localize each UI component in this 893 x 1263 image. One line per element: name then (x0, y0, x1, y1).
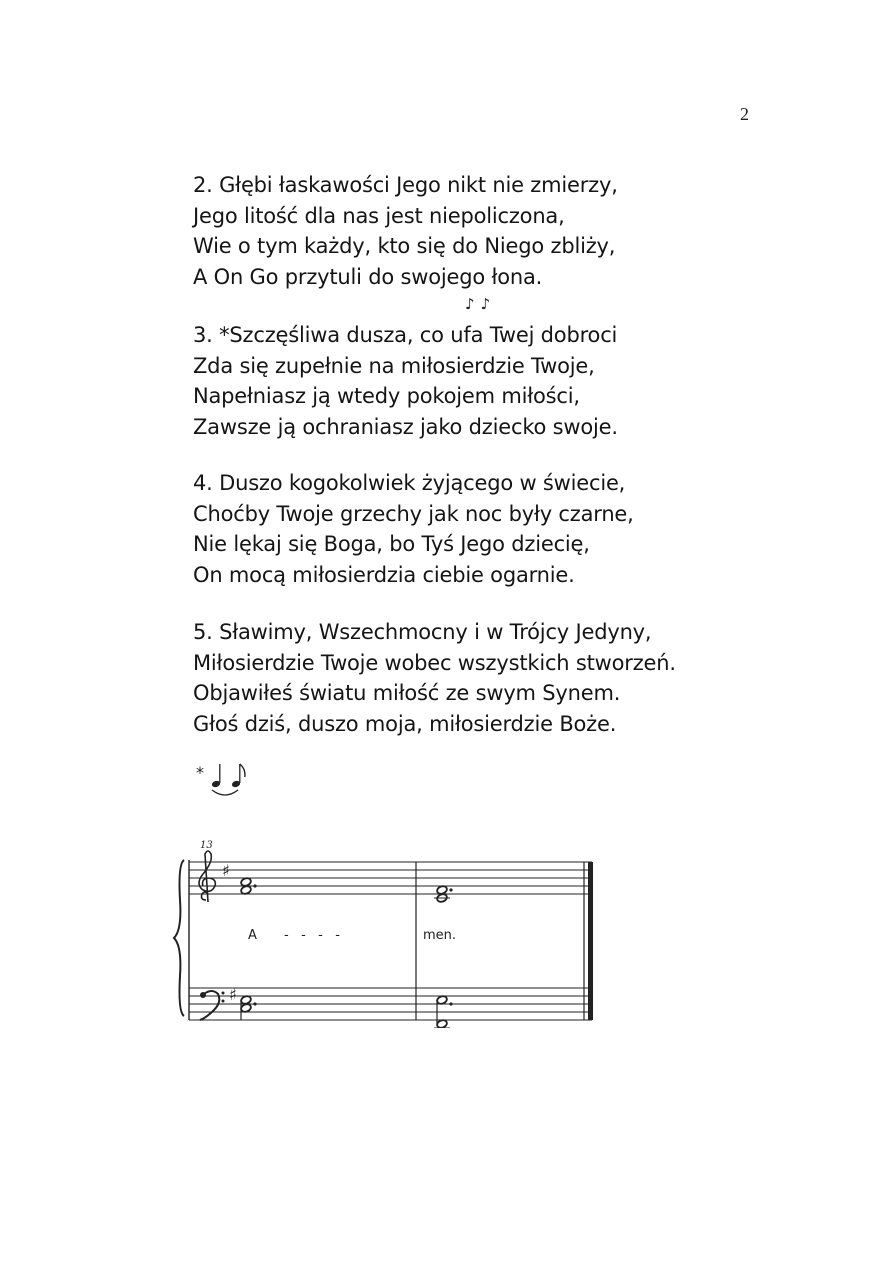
measure-number: 13 (200, 840, 213, 851)
footnote-asterisk: * (196, 763, 204, 782)
treble-chord-1 (240, 877, 257, 895)
verse-line: Zawsze ją ochraniasz jako dziecko swoje. (193, 414, 618, 439)
verse-line: Wie o tym każdy, kto się do Niego zbliży, (193, 234, 616, 258)
verse-line: Choćby Twoje grzechy jak noc były czarne, (193, 501, 634, 526)
verse-line: A On Go przytuli do swojego łona. (193, 264, 543, 289)
verse-line: Objawiłeś światu miłość ze swym Synem. (193, 681, 621, 705)
verse-line: 2. Głębi łaskawości Jego nikt nie zmierzy, (193, 173, 618, 197)
stanza-4 (193, 468, 753, 590)
sharp-icon: ♯ (222, 861, 230, 880)
sharp-icon: ♯ (229, 985, 237, 1004)
verse-line: On mocą miłosierdzia ciebie ogarnie. (193, 562, 575, 587)
verse-line: Jego litość dla nas jest niepoliczona, (193, 203, 565, 228)
stanza-5 (193, 617, 753, 739)
bass-chord-1 (240, 995, 257, 1020)
verse-line: 3. *Szczęśliwa dusza, co ufa Twej dobroci (193, 323, 618, 347)
verse-line: Napełniasz ją wtedy pokojem miłości, (193, 384, 580, 408)
page-number: 2 (740, 104, 749, 124)
lyric-syllable: A (248, 928, 257, 943)
verse-line: Nie lękaj się Boga, bo Tyś Jego dziecię, (193, 532, 590, 556)
lyric-syllable: men. (423, 928, 457, 943)
stanza-3 (193, 320, 753, 442)
rhythm-notes-annotation: ♪♪ (465, 295, 497, 313)
stanza-2 (193, 170, 753, 292)
footnote-rhythm (196, 760, 276, 800)
grand-staff-brace (174, 860, 184, 1016)
tie-arc-icon (212, 790, 238, 795)
verse-line: 5. Sławimy, Wszechmocny i w Trójcy Jedyny, (193, 620, 652, 644)
verse-line: Miłosierdzie Twoje wobec wszystkich stworzeń. (193, 650, 676, 675)
verse-line: Zda się zupełnie na miłosierdzie Twoje, (193, 353, 595, 378)
lyric-hyphens: - - - - (284, 928, 340, 943)
music-score (172, 838, 602, 1028)
verse-line: 4. Duszo kogokolwiek żyjącego w świecie, (193, 471, 626, 495)
verse-line: Głoś dziś, duszo moja, miłosierdzie Boże. (193, 711, 617, 736)
bass-chord-2 (434, 995, 453, 1028)
